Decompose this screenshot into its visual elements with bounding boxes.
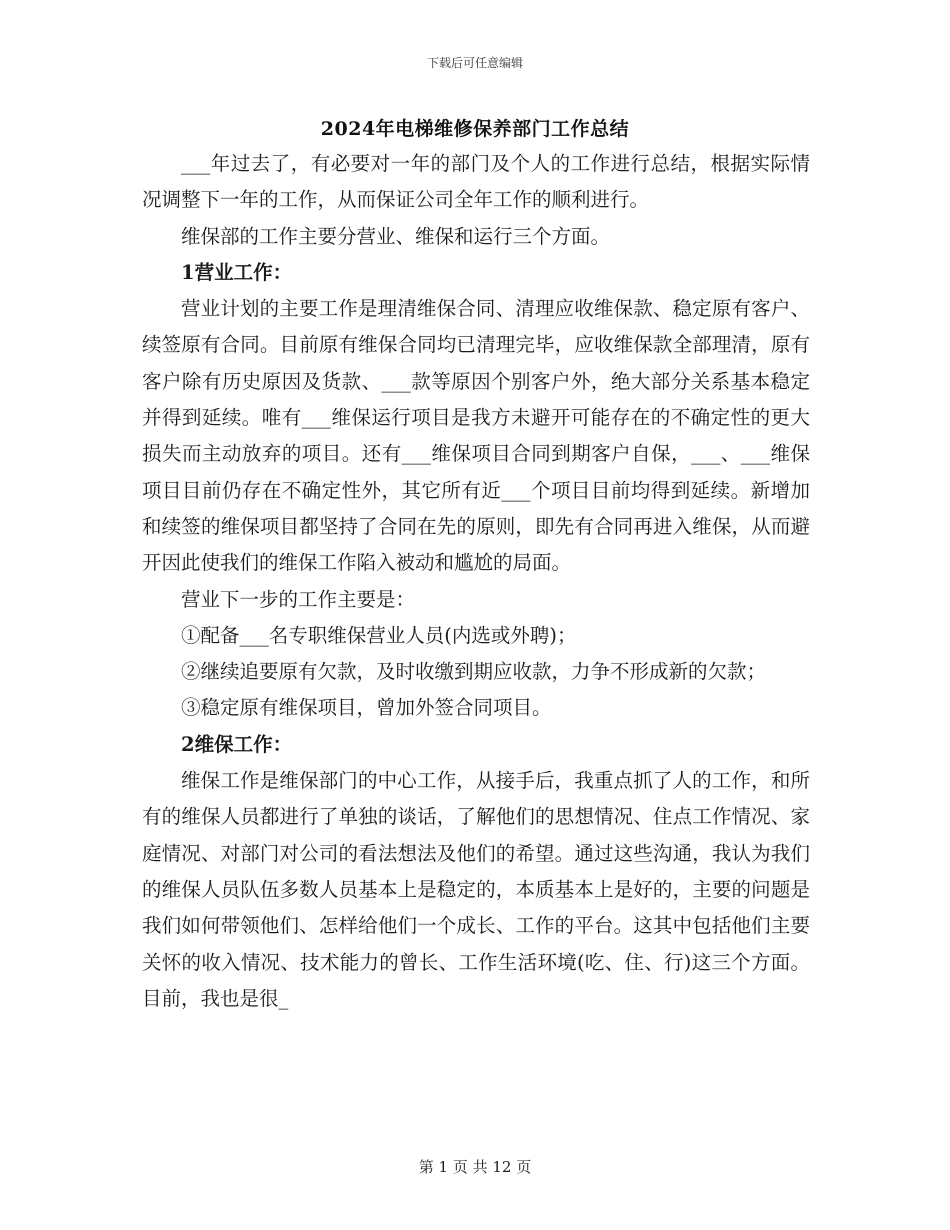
- paragraph-intro: ___年过去了，有必要对一年的部门及个人的工作进行总结，根据实际情况调整下一年的工作，从而保证公司全年工作的顺利进行。: [142, 152, 810, 212]
- section-heading-maintenance: 2维保工作：: [181, 732, 293, 756]
- paragraph-sales-next: 营业下一步的工作主要是：: [181, 587, 416, 611]
- paragraph-sales-plan: 营业计划的主要工作是理清维保合同、清理应收维保款、稳定原有客户、续签原有合同。目前原有维保合同均已清理完毕，应收维保款全部理清，原有客户除有历史原因及货款、___款等原因个别客户外，绝大部分关系基本稳定并得到延续。唯有___维保运行项目是我方未避开可能存在的不确定性的更大损失而主动放弃的项目。还有___维保项目合同到期客户自保，___、___维保项目目前仍存在不确定性外，其它所有近___个项目目前均得到延续。新增加和续签的维保项目都坚持了合同在先的原则，即先有合同再进入维保，从而避开因此使我们的维保工作陷入被动和尴尬的局面。: [142, 297, 810, 575]
- document-body: [142, 146, 810, 1017]
- paragraph-maintenance: 维保工作是维保部门的中心工作，从接手后，我重点抓了人的工作，和所有的维保人员都进行了单独的谈话，了解他们的思想情况、住点工作情况、家庭情况、对部门对公司的看法想法及他们的希望。通过这些沟通，我认为我们的维保人员队伍多数人员基本上是稳定的，本质基本上是好的，主要的问题是我们如何带领他们、怎样给他们一个成长、工作的平台。这其中包括他们主要关怀的收入情况、技术能力的曾长、工作生活环境(吃、住、行)这三个方面。目前，我也是很_: [142, 769, 810, 1010]
- list-item-staffing: ①配备___名专职维保营业人员(内选或外聘)；: [181, 623, 577, 647]
- document-title: 2024年电梯维修保养部门工作总结: [320, 118, 630, 140]
- header-note: 下载后可任意编辑: [426, 56, 523, 70]
- section-heading-sales: 1营业工作：: [181, 260, 293, 284]
- paragraph-scope: 维保部的工作主要分营业、维保和运行三个方面。: [181, 224, 611, 248]
- list-item-collections: ②继续追要原有欠款，及时收缴到期应收款，力争不形成新的欠款；: [181, 660, 767, 684]
- list-item-stabilize: ③稳定原有维保项目，曾加外签合同项目。: [181, 696, 552, 720]
- page-number: 第 1 页 共 12 页: [418, 1158, 532, 1176]
